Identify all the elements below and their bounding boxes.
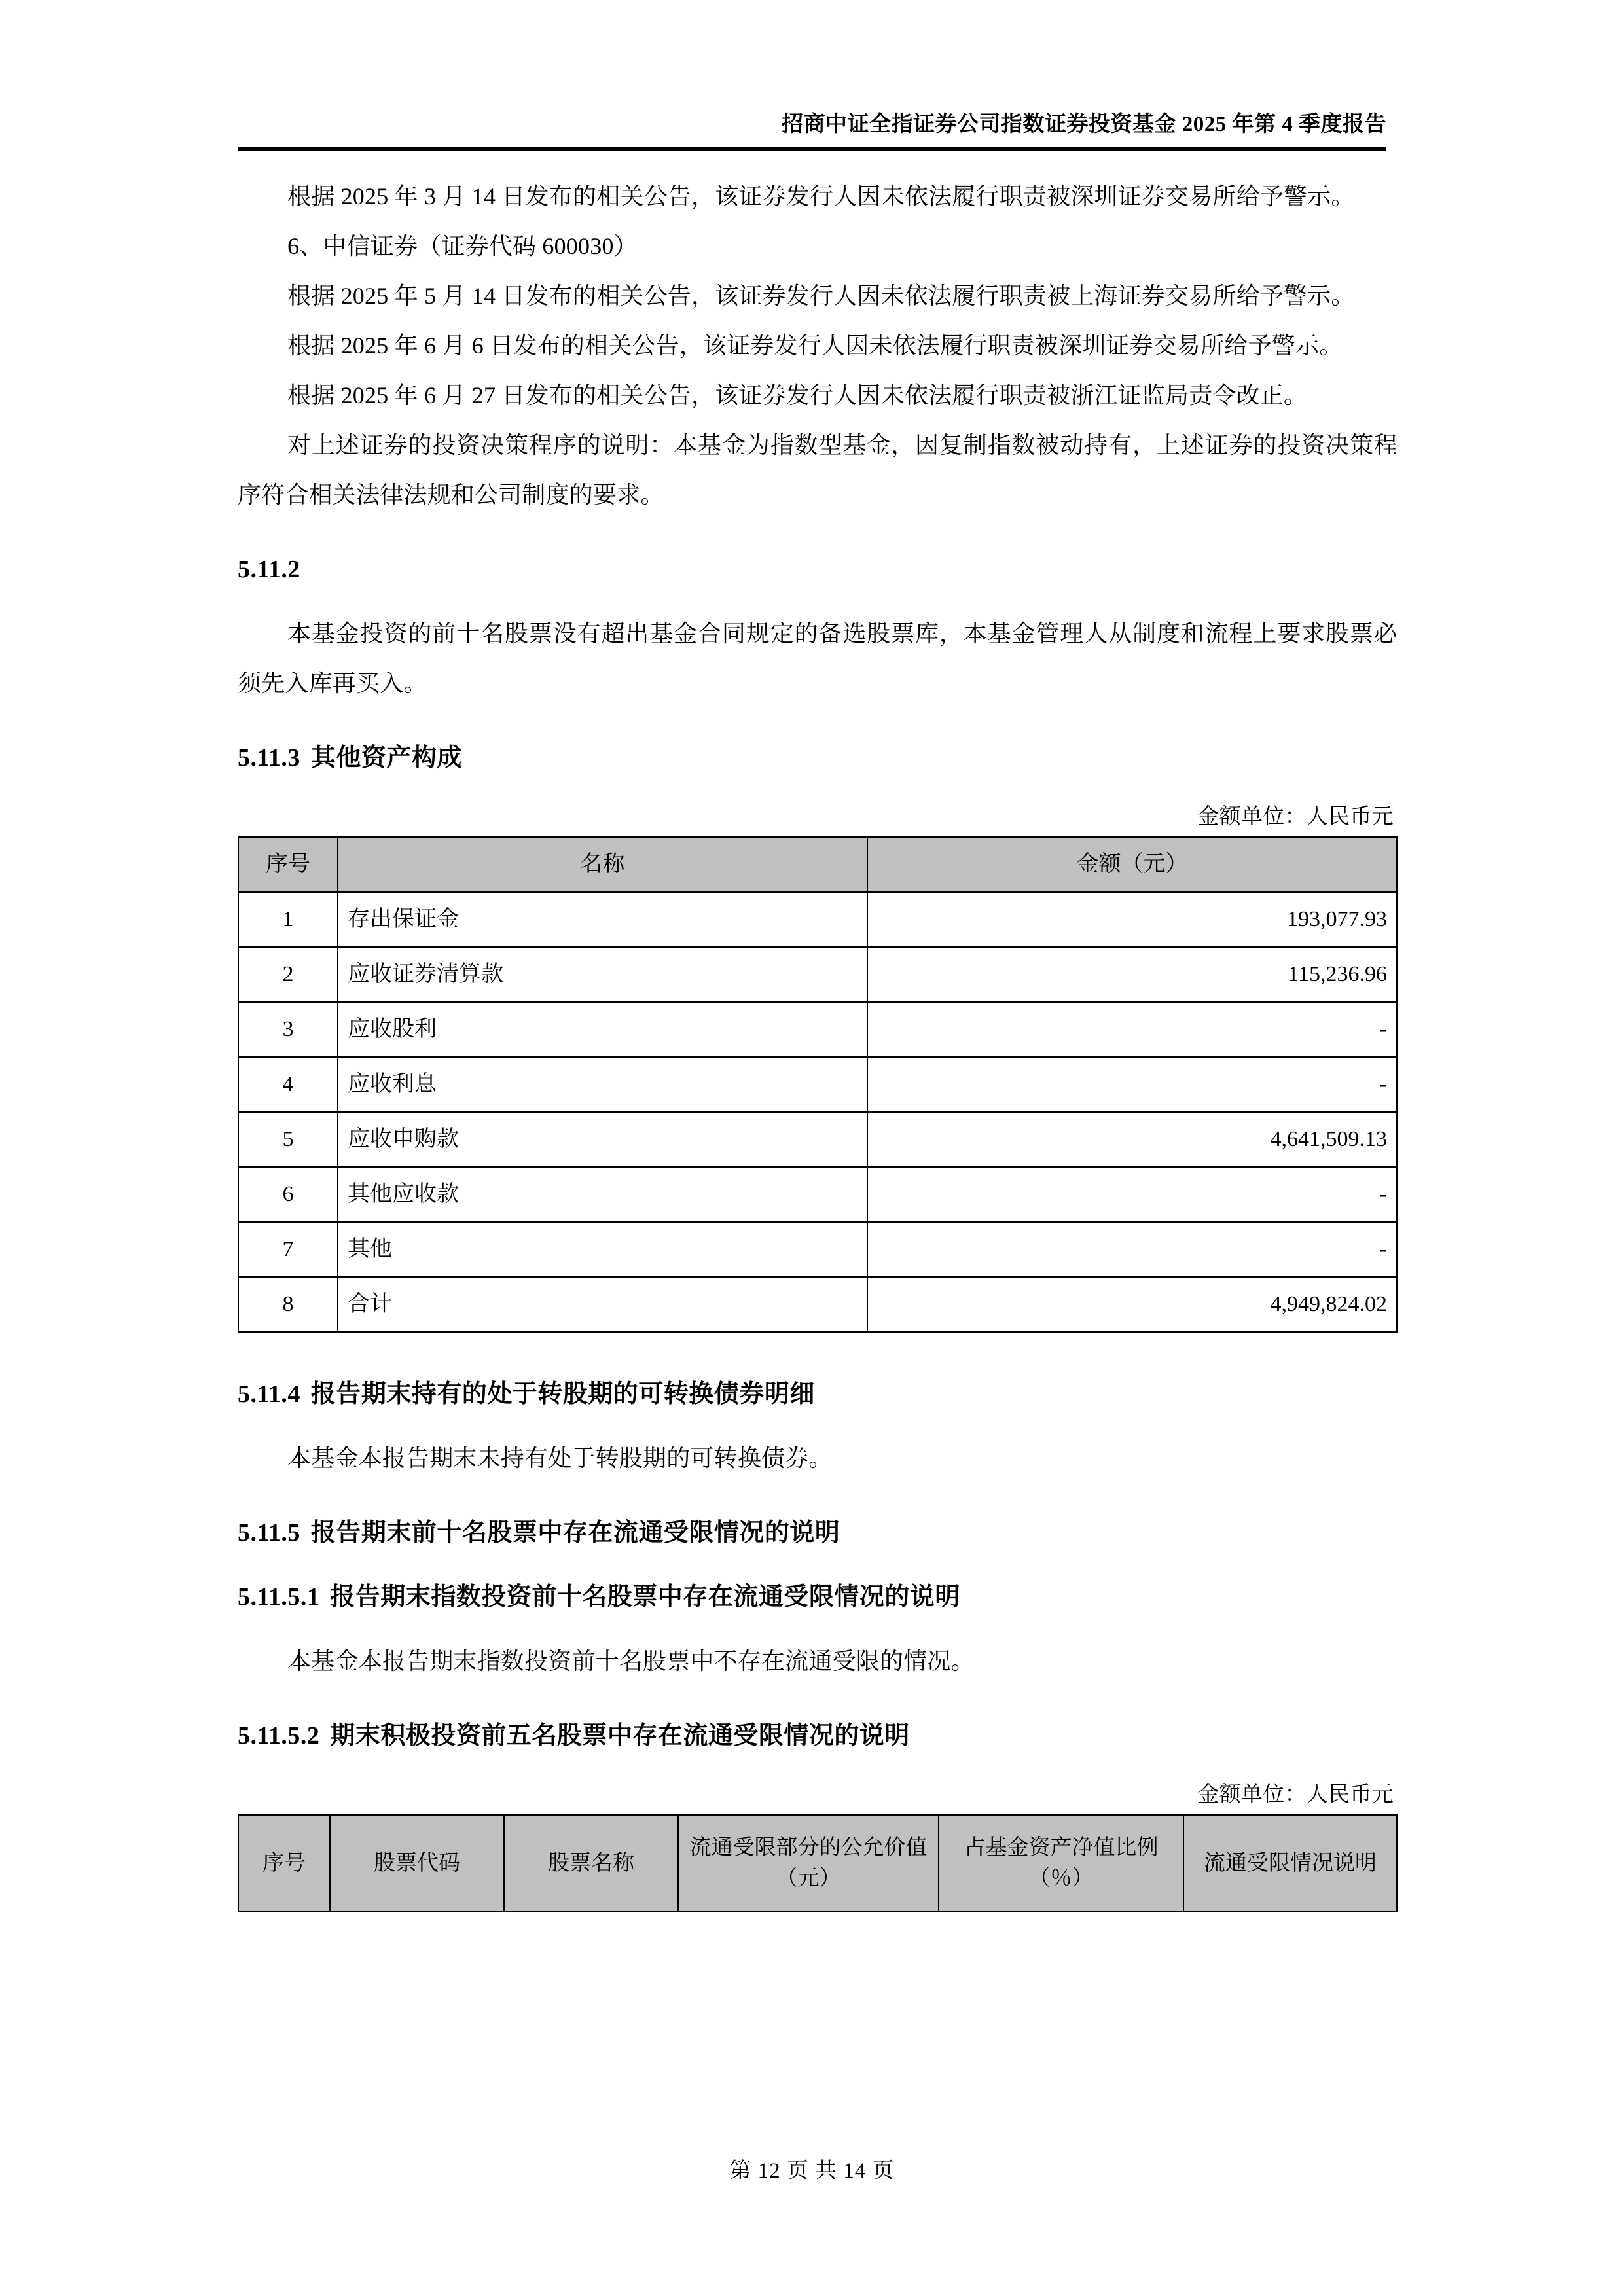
- table-row: [238, 1222, 1397, 1277]
- heading-5-11-5-2: [238, 1711, 1398, 1761]
- cell-amount: 115,236.96: [867, 947, 1397, 1002]
- cell-index: 8: [238, 1277, 338, 1332]
- table-row: [238, 892, 1397, 947]
- column-header-stock-name: 股票名称: [504, 1815, 678, 1912]
- other-assets-table-body: [238, 892, 1397, 1332]
- paragraph-announcement-may14: 根据 2025 年 5 月 14 日发布的相关公告，该证券发行人因未依法履行职责被上海证券交易所给予警示。: [287, 283, 1355, 309]
- column-header-fair-value: 流通受限部分的公允价值（元）: [678, 1815, 939, 1912]
- page-footer: 第 12 页 共 14 页: [729, 2159, 895, 2183]
- spacer: [238, 1419, 1398, 1433]
- cell-name: 应收股利: [338, 1002, 867, 1057]
- cell-name: 应收证券清算款: [338, 947, 867, 1002]
- heading-5-11-4-number: 5.11.4: [238, 1380, 300, 1408]
- paragraph-announcement-jun06: 根据 2025 年 6 月 6 日发布的相关公告，该证券发行人因未依法履行职责被深圳证券交易所给予警示。: [287, 332, 1343, 359]
- cell-name: 其他: [338, 1222, 867, 1277]
- cell-name: 应收申购款: [338, 1112, 867, 1167]
- spacer: [238, 594, 1398, 609]
- column-header-restriction-note: 流通受限情况说明: [1183, 1815, 1397, 1912]
- table-row: [238, 1112, 1397, 1167]
- cell-name: 其他应收款: [338, 1167, 867, 1222]
- cell-amount: 4,949,824.02: [867, 1277, 1397, 1332]
- spacer: [238, 1686, 1398, 1711]
- heading-5-11-5-2-title: 期末积极投资前五名股票中存在流通受限情况的说明: [330, 1722, 910, 1749]
- cell-name: 合计: [338, 1277, 867, 1332]
- spacer: [238, 1761, 1398, 1775]
- spacer: [238, 708, 1398, 733]
- spacer: [238, 1333, 1398, 1369]
- other-assets-table: [238, 836, 1398, 1333]
- heading-5-11-2: [238, 545, 1398, 594]
- column-header-nav-ratio: 占基金资产净值比例（％）: [939, 1815, 1183, 1912]
- column-header-amount: 金额（元）: [867, 837, 1397, 892]
- heading-5-11-3: [238, 733, 1398, 783]
- cell-index: 4: [238, 1057, 338, 1112]
- heading-5-11-5-number: 5.11.5: [238, 1519, 300, 1547]
- cell-index: 7: [238, 1222, 338, 1277]
- paragraph-announcement-mar14: 根据 2025 年 3 月 14 日发布的相关公告，该证券发行人因未依法履行职责被深圳证券交易所给予警示。: [287, 183, 1355, 209]
- column-header-index: 序号: [238, 1815, 330, 1912]
- spacer: [238, 783, 1398, 797]
- cell-index: 3: [238, 1002, 338, 1057]
- heading-5-11-5-1-title: 报告期末指数投资前十名股票中存在流通受限情况的说明: [330, 1583, 960, 1611]
- cell-name: 应收利息: [338, 1057, 867, 1112]
- paragraph-5-11-4-body: 本基金本报告期末未持有处于转股期的可转换债券。: [287, 1445, 833, 1471]
- cell-index: 5: [238, 1112, 338, 1167]
- restricted-stocks-table: [238, 1814, 1398, 1912]
- heading-5-11-3-title: 其他资产构成: [310, 744, 462, 772]
- heading-5-11-4-title: 报告期末持有的处于转股期的可转换债券明细: [310, 1380, 815, 1408]
- cell-amount: 4,641,509.13: [867, 1112, 1397, 1167]
- restricted-table-unit-caption: 金额单位：人民币元: [1197, 1783, 1394, 1806]
- cell-amount: -: [867, 1222, 1397, 1277]
- page-content: [238, 171, 1398, 1912]
- paragraph-citic-securities-item: 6、中信证券（证券代码 600030）: [287, 233, 638, 259]
- other-assets-unit-caption: 金额单位：人民币元: [1197, 805, 1394, 829]
- table-row: [238, 1167, 1397, 1222]
- spacer: [238, 520, 1398, 545]
- table-row: [238, 1002, 1397, 1057]
- heading-5-11-5: [238, 1508, 1398, 1558]
- table-header-row: [238, 837, 1397, 892]
- heading-5-11-3-number: 5.11.3: [238, 744, 300, 772]
- spacer: [238, 1483, 1398, 1508]
- cell-amount: -: [867, 1057, 1397, 1112]
- spacer: [238, 1558, 1398, 1572]
- table-row: [238, 1277, 1397, 1332]
- paragraph-announcement-jun27: 根据 2025 年 6 月 27 日发布的相关公告，该证券发行人因未依法履行职责被浙江证监局责令改正。: [287, 382, 1308, 408]
- cell-index: 6: [238, 1167, 338, 1222]
- heading-5-11-5-1: [238, 1572, 1398, 1622]
- heading-5-11-2-number: 5.11.2: [238, 556, 300, 583]
- cell-amount: -: [867, 1002, 1397, 1057]
- restricted-stocks-table-head: [238, 1815, 1397, 1912]
- cell-amount: -: [867, 1167, 1397, 1222]
- paragraph-5-11-5-1-body: 本基金本报告期末指数投资前十名股票中不存在流通受限的情况。: [287, 1648, 975, 1674]
- heading-5-11-5-1-number: 5.11.5.1: [238, 1583, 320, 1611]
- running-header-title: 招商中证全指证券公司指数证券投资基金 2025 年第 4 季度报告: [782, 113, 1386, 136]
- table-row: [238, 947, 1397, 1002]
- heading-5-11-5-title: 报告期末前十名股票中存在流通受限情况的说明: [310, 1519, 840, 1547]
- header-divider-rule: [238, 147, 1386, 151]
- column-header-stock-code: 股票代码: [330, 1815, 504, 1912]
- cell-amount: 193,077.93: [867, 892, 1397, 947]
- column-header-index: 序号: [238, 837, 338, 892]
- cell-index: 2: [238, 947, 338, 1002]
- column-header-name: 名称: [338, 837, 867, 892]
- paragraph-investment-decision-note: 对上述证券的投资决策程序的说明：本基金为指数型基金，因复制指数被动持有，上述证券的投资决策程序符合相关法律法规和公司制度的要求。: [238, 432, 1398, 508]
- cell-name: 存出保证金: [338, 892, 867, 947]
- other-assets-table-head: [238, 837, 1397, 892]
- cell-index: 1: [238, 892, 338, 947]
- paragraph-5-11-2-body: 本基金投资的前十名股票没有超出基金合同规定的备选股票库，本基金管理人从制度和流程上要求股票必须先入库再买入。: [238, 620, 1398, 696]
- spacer: [238, 1622, 1398, 1636]
- heading-5-11-4: [238, 1369, 1398, 1419]
- table-header-row: [238, 1815, 1397, 1912]
- heading-5-11-5-2-number: 5.11.5.2: [238, 1722, 320, 1749]
- table-row: [238, 1057, 1397, 1112]
